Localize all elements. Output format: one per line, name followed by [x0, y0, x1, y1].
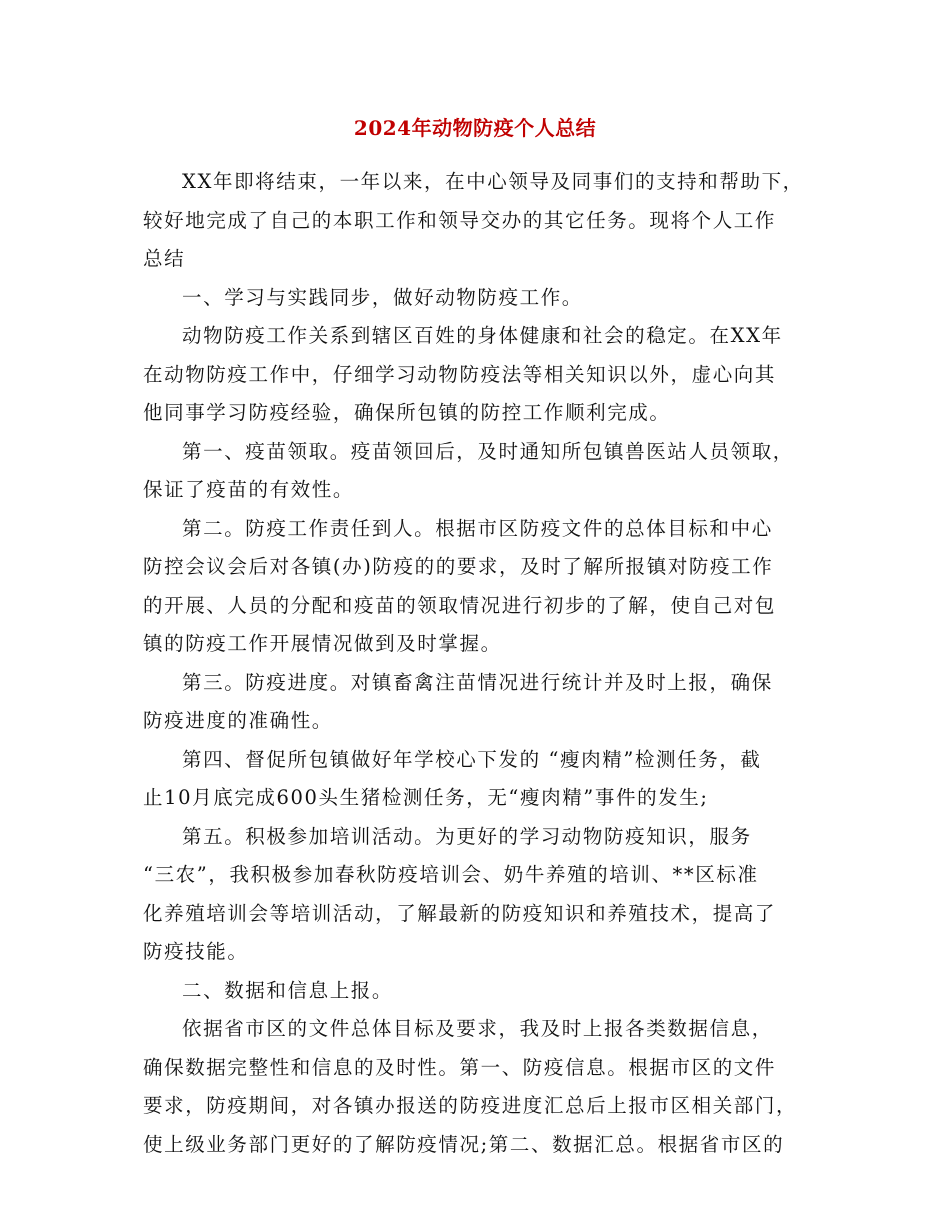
text-line: 一、学习与实践同步，做好动物防疫工作。 — [182, 285, 583, 309]
text-line: 第四、督促所包镇做好年学校心下发的 “瘦肉精”检测任务，截 — [182, 747, 762, 771]
text-line: 保证了疫苗的有效性。 — [143, 478, 355, 501]
document-title: 2024年动物防疫个人总结 — [353, 116, 597, 140]
text-line: 止10月底完成600头生猪检测任务，无“瘦肉精”事件的发生; — [143, 786, 709, 809]
text-line: 较好地完成了自己的本职工作和领导交办的其它任务。现将个人工作 — [143, 208, 777, 232]
text-line: XX年即将结束，一年以来，在中心领导及同事们的支持和帮助下， — [182, 170, 804, 193]
paragraph-item-1 — [143, 433, 813, 510]
text-line: 第五。积极参加培训活动。为更好的学习动物防疫知识，服务 — [182, 824, 752, 848]
text-line: 的开展、人员的分配和疫苗的领取情况进行初步的了解，使自己对包 — [143, 593, 777, 617]
document-body — [143, 163, 813, 1164]
text-line: 第二。防疫工作责任到人。根据市区防疫文件的总体目标和中心 — [182, 516, 773, 540]
text-line: 防控会议会后对各镇(办)防疫的的要求，及时了解所报镇对防疫工作 — [143, 555, 774, 578]
paragraph-item-4 — [143, 741, 813, 818]
text-line: 依据省市区的文件总体目标及要求，我及时上报各类数据信息， — [182, 1017, 773, 1040]
text-line: 要求，防疫期间，对各镇办报送的防疫进度汇总后上报市区相关部门， — [143, 1094, 798, 1117]
text-line: 动物防疫工作关系到辖区百姓的身体健康和社会的稳定。在XX年 — [182, 324, 783, 347]
text-line: 二、数据和信息上报。 — [182, 978, 394, 1002]
paragraph-item-2 — [143, 510, 813, 664]
section-heading-2 — [143, 972, 813, 1011]
paragraph-item-3 — [143, 664, 813, 741]
paragraph-section-1-intro — [143, 317, 813, 433]
paragraph-section-2-intro — [143, 1010, 813, 1164]
text-line: “三农”，我积极参加春秋防疫培训会、奶牛养殖的培训、**区标准 — [143, 863, 759, 886]
paragraph-item-5 — [143, 818, 813, 972]
section-heading-1 — [143, 279, 813, 318]
paragraph-intro — [143, 163, 813, 279]
text-line: 防疫技能。 — [143, 940, 249, 963]
text-line: 镇的防疫工作开展情况做到及时掌握。 — [143, 632, 502, 655]
text-line: 确保数据完整性和信息的及时性。第一、防疫信息。根据市区的文件 — [143, 1055, 777, 1079]
text-line: 他同事学习防疫经验，确保所包镇的防控工作顺利完成。 — [143, 401, 671, 424]
text-line: 防疫进度的准确性。 — [143, 709, 333, 732]
text-line: 使上级业务部门更好的了解防疫情况;第二、数据汇总。根据省市区的 — [143, 1132, 785, 1156]
text-line: 第三。防疫进度。对镇畜禽注苗情况进行统计并及时上报，确保 — [182, 670, 773, 694]
text-line: 化养殖培训会等培训活动，了解最新的防疫知识和养殖技术，提高了 — [143, 901, 777, 925]
text-line: 总结 — [143, 247, 186, 270]
text-line: 第一、疫苗领取。疫苗领回后，及时通知所包镇兽医站人员领取， — [182, 439, 794, 463]
text-line: 在动物防疫工作中，仔细学习动物防疫法等相关知识以外，虚心向其 — [143, 362, 777, 386]
